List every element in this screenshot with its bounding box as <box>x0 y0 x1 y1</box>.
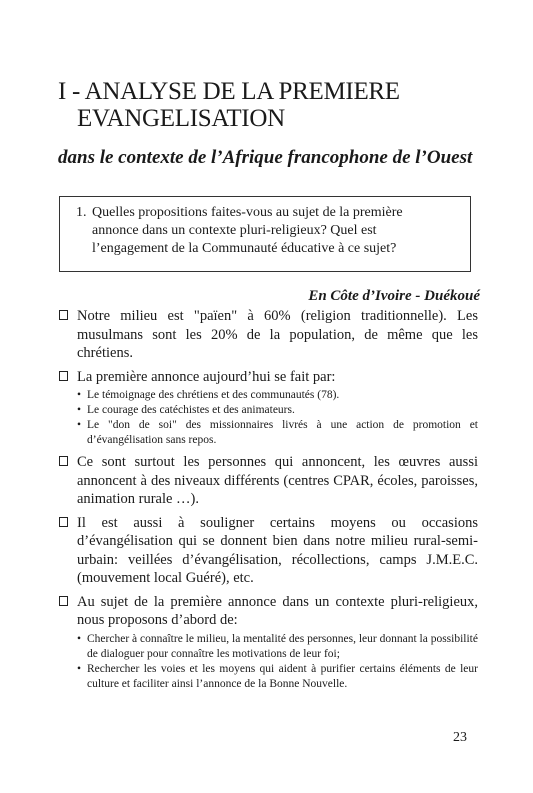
checkbox-bullet-icon <box>59 456 68 466</box>
sub-bullet-list <box>77 388 478 448</box>
page-title <box>58 78 498 132</box>
page-number: 23 <box>453 730 467 745</box>
list-item <box>59 307 478 363</box>
sub-bullet: • Le témoignage des chrétiens et des communautés (78). <box>77 388 478 403</box>
checkbox-bullet-icon <box>59 517 68 527</box>
item-text: Au sujet de la première annonce dans un contexte pluri-religieux, nous proposons d’abord de: <box>77 593 478 628</box>
checkbox-bullet-icon <box>59 310 68 320</box>
sub-bullet: • Rechercher les voies et les moyens qui aident à purifier certains éléments de leur culture et faciliter ainsi l’annonce de la Bonne Nouvelle. <box>77 662 478 692</box>
subtitle: dans le contexte de l’Afrique francophone de l’Ouest <box>58 147 473 168</box>
item-text: La première annonce aujourd’hui se fait par: <box>77 368 336 385</box>
question-box <box>59 196 471 272</box>
item-text: Il est aussi à souligner certains moyens ou occasions d’évangélisation qui se donnent bien dans notre milieu rural-semi-urbain: veillées d’évangélisation, récollections, camps J.M.E.C. (mouvement local Guéré), etc. <box>77 514 478 586</box>
location-heading: En Côte d’Ivoire - Duékoué <box>308 288 480 304</box>
checkbox-bullet-icon <box>59 596 68 606</box>
list-item <box>59 453 478 509</box>
question-number: 1. <box>76 205 87 220</box>
title-line-2: EVANGELISATION <box>77 105 285 132</box>
item-text: Ce sont surtout les personnes qui annoncent, les œuvres aussi annoncent à des niveaux différents (centres CPAR, écoles, paroisses, animation rurale …). <box>77 454 478 507</box>
checkbox-bullet-icon <box>59 371 68 381</box>
content-list <box>59 307 478 697</box>
list-item <box>59 593 478 692</box>
list-item <box>59 368 478 449</box>
list-item <box>59 514 478 588</box>
question-text: Quelles propositions faites-vous au sujet de la première annonce dans un contexte pluri-religieux? Quel est l’engagement de la Communauté éducative à ce sujet? <box>92 205 403 256</box>
item-text: Notre milieu est "païen" à 60% (religion traditionnelle). Les musulmans sont les 20% de la population, de même que les chrétiens. <box>77 308 478 361</box>
sub-bullet: • Le courage des catéchistes et des animateurs. <box>77 403 478 418</box>
sub-bullet: • Le "don de soi" des missionnaires livrés à une action de promotion et d’évangélisation sans repos. <box>77 418 478 448</box>
sub-bullet: • Chercher à connaître le milieu, la mentalité des personnes, leur donnant la possibilité de dialoguer pour connaître les motivations de leur foi; <box>77 632 478 662</box>
title-line-1: I - ANALYSE DE LA PREMIERE <box>58 78 400 105</box>
sub-bullet-list <box>77 632 478 692</box>
